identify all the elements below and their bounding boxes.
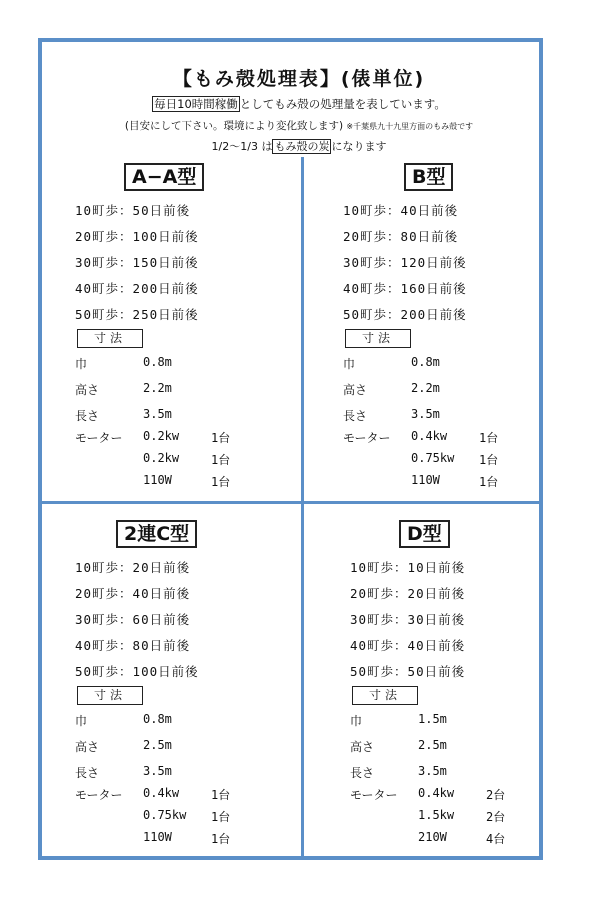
processing-row: 50町歩：50日前後 [350, 664, 466, 679]
length-value: 3.5m [143, 407, 172, 421]
processing-row: 10町歩：10日前後 [350, 560, 466, 575]
length-label: 長さ [75, 766, 100, 780]
processing-row: 30町歩：30日前後 [350, 612, 466, 627]
charcoal-pre: 1/2〜1/3 は [211, 140, 273, 153]
dimensions-label: 寸法 [352, 686, 418, 705]
motor-count: 2台 [486, 788, 506, 802]
motor-count: 2台 [486, 810, 506, 824]
processing-row: 30町歩：120日前後 [343, 255, 467, 270]
motor-count: 1台 [211, 810, 231, 824]
motor-power: 0.75kw [143, 808, 187, 822]
length-label: 長さ [75, 409, 100, 423]
width-label: 巾 [75, 714, 88, 728]
processing-row: 20町歩：40日前後 [75, 586, 191, 601]
motor-power: 0.4kw [418, 786, 455, 800]
motor-count: 4台 [486, 832, 506, 846]
divider-vertical-top [301, 157, 304, 503]
width-value: 0.8m [143, 712, 172, 726]
processing-row: 10町歩：20日前後 [75, 560, 191, 575]
motor-power: 0.2kw [143, 451, 180, 465]
page-title: 【もみ殻処理表】(俵単位) [172, 68, 426, 90]
height-value: 2.2m [411, 381, 440, 395]
subtitle-operation [0, 96, 598, 112]
height-value: 2.5m [418, 738, 447, 752]
processing-row: 50町歩：100日前後 [75, 664, 199, 679]
dimensions-label: 寸法 [77, 686, 143, 705]
charcoal-box: もみ殻の炭 [274, 140, 330, 153]
motor-label: モーター [350, 788, 398, 802]
motor-count: 1台 [211, 832, 231, 846]
motor-count: 1台 [479, 431, 499, 445]
subtitle-notice [0, 118, 598, 133]
length-value: 3.5m [143, 764, 172, 778]
motor-count: 1台 [479, 475, 499, 489]
motor-power: 0.2kw [143, 429, 180, 443]
width-value: 0.8m [143, 355, 172, 369]
quadrant-title: B型 [404, 163, 453, 191]
length-value: 3.5m [418, 764, 447, 778]
length-label: 長さ [350, 766, 375, 780]
motor-power: 1.5kw [418, 808, 455, 822]
height-label: 高さ [75, 383, 100, 397]
table-frame [38, 38, 543, 860]
subtitle-charcoal [0, 138, 598, 154]
motor-count: 1台 [211, 475, 231, 489]
width-label: 巾 [343, 357, 356, 371]
motor-power: 0.4kw [143, 786, 180, 800]
processing-row: 10町歩：40日前後 [343, 203, 459, 218]
width-value: 1.5m [418, 712, 447, 726]
processing-row: 20町歩：80日前後 [343, 229, 459, 244]
quadrant-title: A−A型 [124, 163, 204, 191]
width-label: 巾 [75, 357, 88, 371]
processing-row: 40町歩：80日前後 [75, 638, 191, 653]
motor-power: 210W [418, 830, 447, 844]
motor-power: 110W [143, 473, 172, 487]
processing-row: 30町歩：60日前後 [75, 612, 191, 627]
length-label: 長さ [343, 409, 368, 423]
processing-row: 10町歩：50日前後 [75, 203, 191, 218]
motor-count: 1台 [211, 431, 231, 445]
motor-count: 1台 [211, 788, 231, 802]
motor-label: モーター [343, 431, 391, 445]
charcoal-post: になります [331, 140, 387, 153]
height-label: 高さ [350, 740, 375, 754]
notice-main: (目安にして下さい。環境により変化致します) [124, 120, 344, 132]
operation-note: としてもみ殻の処理量を表しています。 [239, 97, 446, 111]
processing-row: 50町歩：200日前後 [343, 307, 467, 322]
motor-power: 110W [411, 473, 440, 487]
motor-power: 110W [143, 830, 172, 844]
quadrant-title: D型 [399, 520, 450, 548]
length-value: 3.5m [411, 407, 440, 421]
quadrant-title: 2連C型 [116, 520, 197, 548]
dimensions-label: 寸法 [77, 329, 143, 348]
motor-label: モーター [75, 431, 123, 445]
height-label: 高さ [343, 383, 368, 397]
width-value: 0.8m [411, 355, 440, 369]
processing-row: 40町歩：40日前後 [350, 638, 466, 653]
height-value: 2.2m [143, 381, 172, 395]
motor-power: 0.4kw [411, 429, 448, 443]
dimensions-label: 寸法 [345, 329, 411, 348]
notice-region: ※千葉県九十九里方面のもみ殻です [346, 122, 474, 131]
width-label: 巾 [350, 714, 363, 728]
motor-label: モーター [75, 788, 123, 802]
operation-hours-box: 毎日10時間稼働 [154, 97, 238, 111]
processing-row: 30町歩：150日前後 [75, 255, 199, 270]
motor-power: 0.75kw [411, 451, 455, 465]
height-label: 高さ [75, 740, 100, 754]
divider-horizontal [42, 501, 539, 504]
motor-count: 1台 [479, 453, 499, 467]
processing-row: 40町歩：160日前後 [343, 281, 467, 296]
motor-count: 1台 [211, 453, 231, 467]
processing-row: 20町歩：20日前後 [350, 586, 466, 601]
processing-row: 50町歩：250日前後 [75, 307, 199, 322]
divider-vertical-bottom [301, 503, 304, 857]
height-value: 2.5m [143, 738, 172, 752]
processing-row: 40町歩：200日前後 [75, 281, 199, 296]
processing-row: 20町歩：100日前後 [75, 229, 199, 244]
